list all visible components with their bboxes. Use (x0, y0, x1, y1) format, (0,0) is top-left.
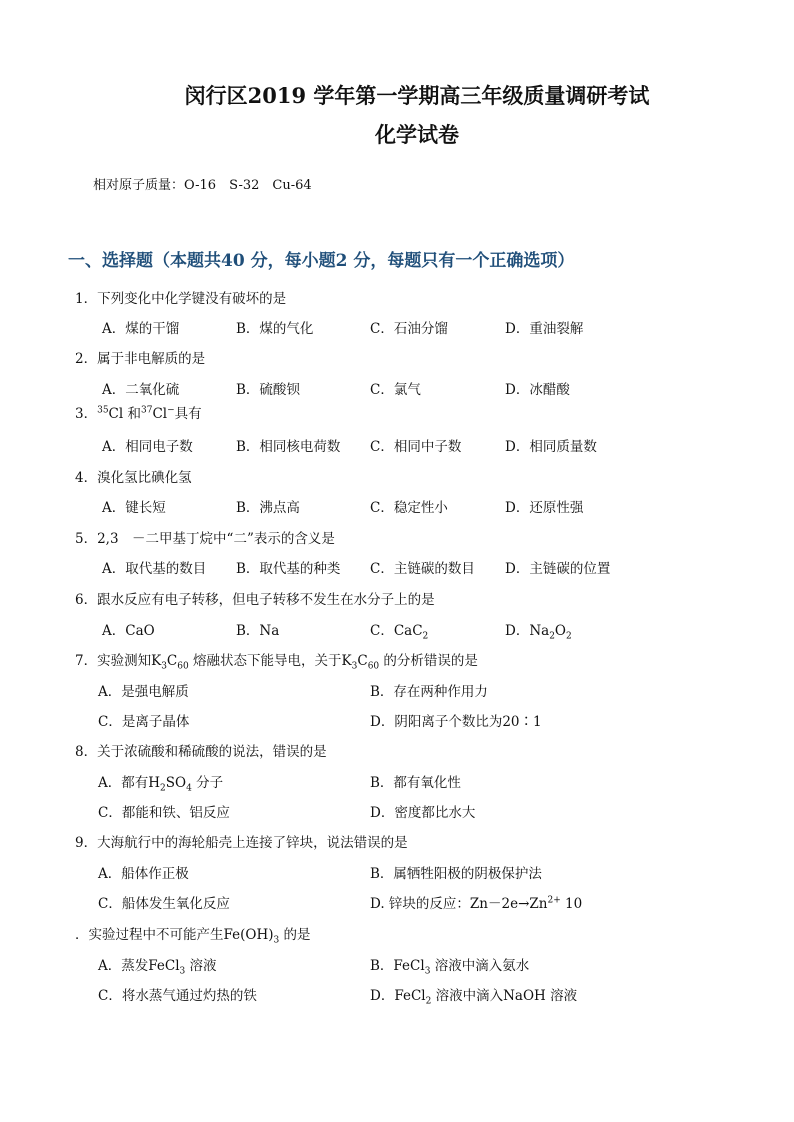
option-a: A．船体作正极 (98, 866, 189, 882)
option-d: D．冰醋酸 (505, 382, 570, 398)
question-stem: 9．大海航行中的海轮船壳上连接了锌块，说法错误的是 (75, 835, 408, 851)
option-a: A．蒸发FeCl$_3$ 溶液 (98, 958, 217, 977)
option-d: D．阴阳离子个数比为20∶1 (370, 714, 542, 730)
option-a: A．是强电解质 (98, 684, 189, 700)
option-d: D．还原性强 (505, 500, 584, 516)
option-a: A．二氧化硫 (102, 382, 180, 398)
question-stem: 3．$^{35}$Cl 和$^{37}$Cl−具有 (75, 405, 202, 422)
option-d: D. 锌块的反应：$Zn-2e\to Zn^{2+}$ 10 (370, 895, 583, 912)
option-b: B．属牺牲阳极的阴极保护法 (370, 866, 542, 882)
option-d: D．相同质量数 (505, 439, 597, 455)
option-c: C．CaC$_2$ (370, 623, 429, 642)
option-a: A．相同电子数 (102, 439, 193, 455)
option-a: A．CaO (102, 623, 155, 639)
question-stem: 4．溴化氢比碘化氢 (75, 470, 192, 486)
question-stem: 7．实验测知$K_3C_{60}$ 熔融状态下能导电，关于$K_3C_{60}$ 的分析错误的是 (75, 653, 478, 672)
option-b: B．存在两种作用力 (370, 684, 488, 700)
page-title: 闵行区2019 学年第一学期高三年级质量调研考试 (184, 83, 650, 108)
question-stem: 8．关于浓硫酸和稀硫酸的说法，错误的是 (75, 744, 327, 760)
option-c: C．船体发生氧化反应 (98, 896, 230, 912)
option-d: D．重油裂解 (505, 321, 584, 337)
page-subtitle: 化学试卷 (375, 122, 459, 147)
option-a: A．取代基的数目 (102, 561, 207, 577)
option-b: B．FeCl$_3$ 溶液中滴入氨水 (370, 958, 530, 977)
option-b: B．煤的气化 (236, 321, 314, 337)
option-b: B．沸点高 (236, 500, 300, 516)
option-d: D．主链碳的位置 (505, 561, 611, 577)
option-b: B．硫酸钡 (236, 382, 300, 398)
option-c: C．将水蒸气通过灼热的铁 (98, 988, 257, 1004)
option-a: A．键长短 (102, 500, 166, 516)
option-a: A．煤的干馏 (102, 321, 180, 337)
question-stem: ．实验过程中不可能产生$Fe(OH)_3$ 的是 (75, 927, 311, 946)
option-b: B．都有氧化性 (370, 775, 461, 791)
option-c: C．石油分馏 (370, 321, 448, 337)
option-c: C．都能和铁、铝反应 (98, 805, 230, 821)
option-c: C．是离子晶体 (98, 714, 190, 730)
option-b: B．相同核电荷数 (236, 439, 341, 455)
question-stem: 2．属于非电解质的是 (75, 351, 206, 367)
question-stem: 5．2,3 －二甲基丁烷中“二”表示的含义是 (75, 531, 335, 547)
question-stem: 6．跟水反应有电子转移，但电子转移不发生在水分子上的是 (75, 592, 435, 608)
option-d: D．FeCl$_2$ 溶液中滴入NaOH 溶液 (370, 988, 578, 1007)
atomic-mass-note: 相对原子质量：O-16 S-32 Cu-64 (93, 178, 312, 193)
option-a: A．都有$H_2SO_4$ 分子 (98, 775, 224, 794)
section-title: 一、选择题（本题共40 分，每小题2 分，每题只有一个正确选项） (68, 251, 575, 271)
option-c: C．稳定性小 (370, 500, 448, 516)
option-b: B．取代基的种类 (236, 561, 341, 577)
question-stem: 1．下列变化中化学键没有破坏的是 (75, 291, 287, 307)
option-c: C．主链碳的数目 (370, 561, 475, 577)
option-d: D．$Na_2O_2$ (505, 623, 572, 642)
option-c: C．氯气 (370, 382, 421, 398)
option-d: D．密度都比水大 (370, 805, 476, 821)
option-b: B．Na (236, 623, 280, 639)
option-c: C．相同中子数 (370, 439, 462, 455)
